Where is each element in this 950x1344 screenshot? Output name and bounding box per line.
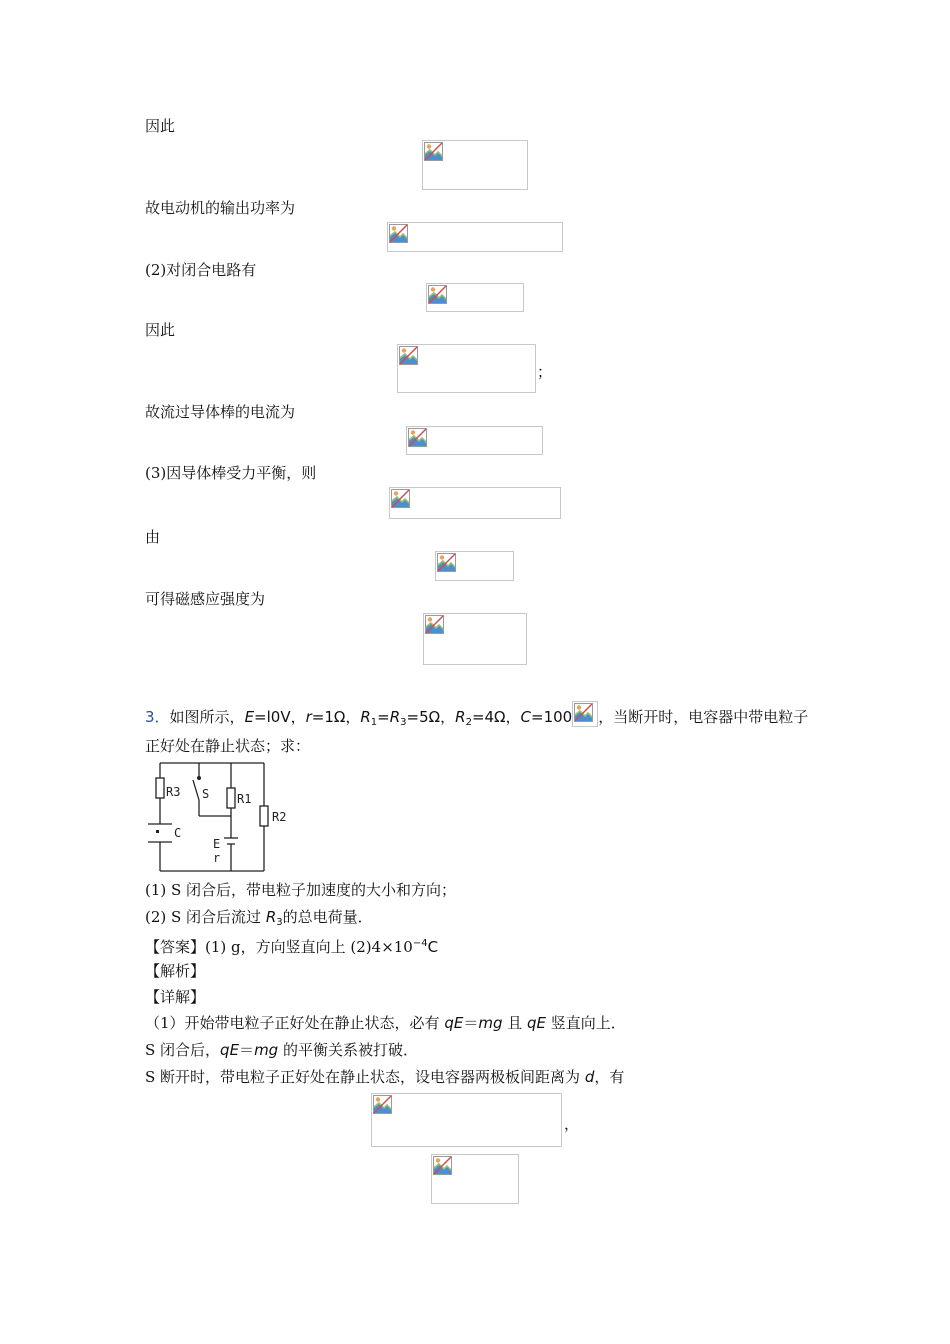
punctuation: ； <box>537 363 553 381</box>
broken-image-icon <box>408 428 427 447</box>
text-line: 因此 <box>145 117 176 135</box>
question-3-stem <box>145 705 808 733</box>
var-qE: qE <box>220 1041 240 1059</box>
detail-text: 且 <box>502 1014 528 1032</box>
answer-line <box>145 934 438 957</box>
formula-image <box>435 551 514 581</box>
broken-image-icon <box>425 615 444 634</box>
text-line: 故电动机的输出功率为 <box>145 199 296 217</box>
text-line: 可得磁感应强度为 <box>145 590 266 608</box>
formula-image <box>431 1154 519 1204</box>
answer-unit: C <box>427 938 439 956</box>
label-R3: R3 <box>166 785 181 799</box>
broken-image-icon <box>391 489 410 508</box>
formula-image <box>389 487 561 519</box>
formula-image <box>423 613 527 665</box>
var-r: r <box>305 708 312 726</box>
var-mg: mg <box>478 1014 503 1032</box>
formula-image <box>371 1093 562 1147</box>
value-E: =l0V， <box>254 708 306 726</box>
text-line: (2)对闭合电路有 <box>145 261 257 279</box>
sub-3: 3 <box>276 917 283 928</box>
question-3-stem-line2: 正好处在静止状态；求： <box>145 737 311 755</box>
punctuation: ， <box>564 1115 580 1133</box>
formula-image <box>406 426 543 455</box>
value-C: =100 <box>531 708 573 726</box>
broken-image-icon <box>433 1156 452 1175</box>
stem-text: ，当断开时，电容器中带电粒子 <box>598 708 809 726</box>
detail-text: ，有 <box>594 1068 625 1086</box>
switch-contact <box>197 776 201 780</box>
var-R2: R <box>455 708 466 726</box>
var-qE: qE <box>444 1014 464 1032</box>
answer-exponent: −4 <box>412 938 428 949</box>
text-line: 由 <box>145 528 161 546</box>
var-d: d <box>584 1068 595 1086</box>
analysis-label: 【解析】 <box>145 962 206 980</box>
var-R3: R <box>389 708 401 726</box>
text-line: (3)因导体棒受力平衡，则 <box>145 464 317 482</box>
formula-image <box>426 283 524 312</box>
value-R2: =4Ω， <box>471 708 521 726</box>
formula-image <box>397 344 536 393</box>
equals: = <box>377 708 390 726</box>
sub2-text: (2) S 闭合后流过 <box>145 908 266 926</box>
broken-image-icon <box>389 224 408 243</box>
broken-image-icon <box>399 346 418 365</box>
broken-image-icon <box>373 1095 392 1114</box>
sub-3: 3 <box>400 717 407 728</box>
broken-image-icon <box>424 142 443 161</box>
value-R13: =5Ω， <box>406 708 456 726</box>
sub-question-1: (1) S 闭合后，带电粒子加速度的大小和方向； <box>145 881 457 899</box>
label-C: C <box>174 826 182 840</box>
answer-label: 【答案】 <box>145 938 206 956</box>
var-qE: qE <box>527 1014 547 1032</box>
formula-image <box>422 140 528 190</box>
var-C: C <box>520 708 531 726</box>
detail-line-1 <box>145 1013 626 1033</box>
equals: ＝ <box>239 1041 255 1059</box>
detail-label: 【详解】 <box>145 988 206 1006</box>
stem-text: 如图所示， <box>169 708 245 726</box>
label-R1: R1 <box>237 792 252 806</box>
broken-image-icon <box>437 553 456 572</box>
label-E: E <box>213 837 221 851</box>
text-line: 因此 <box>145 321 176 339</box>
detail-text: 竖直向上． <box>546 1014 626 1032</box>
label-R2-text: R2 <box>272 810 287 824</box>
question-number: 3． <box>145 708 170 726</box>
sub-question-2 <box>145 907 373 933</box>
value-r: =1Ω， <box>311 708 361 726</box>
broken-image-icon <box>574 703 593 722</box>
detail-text: 的平衡关系被打破． <box>278 1041 418 1059</box>
text-line: 故流过导体棒的电流为 <box>145 403 296 421</box>
sub2-text: 的总电荷量． <box>282 908 373 926</box>
equals: ＝ <box>463 1014 479 1032</box>
broken-image-icon <box>428 285 447 304</box>
label-r: r <box>213 851 221 865</box>
answer-text: (1) g，方向竖直向上 (2)4×10 <box>205 938 413 956</box>
inline-formula-image <box>572 705 598 727</box>
detail-text: （1）开始带电粒子正好处在静止状态，必有 <box>145 1014 445 1032</box>
detail-text: S 闭合后， <box>145 1041 221 1059</box>
detail-line-2 <box>145 1040 418 1060</box>
var-mg: mg <box>254 1041 279 1059</box>
detail-line-3 <box>145 1067 624 1087</box>
label-S: S <box>202 787 210 801</box>
var-E: E <box>244 708 255 726</box>
sub-2: 2 <box>465 717 472 728</box>
var-R1: R <box>360 708 371 726</box>
circuit-diagram <box>144 758 270 874</box>
formula-image <box>387 222 563 252</box>
detail-text: S 断开时，带电粒子正好处在静止状态，设电容器两极板间距离为 <box>145 1068 585 1086</box>
var-R: R <box>265 908 277 926</box>
sub-1: 1 <box>370 717 378 728</box>
